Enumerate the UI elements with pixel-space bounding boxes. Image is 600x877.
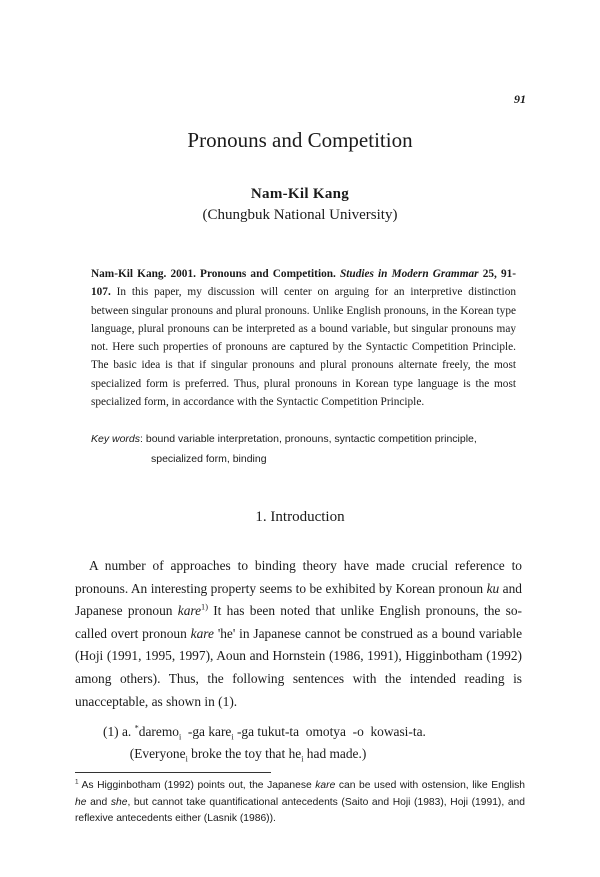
footnote-number: 1 [75, 778, 79, 786]
footnote-marker[interactable]: 1) [201, 602, 208, 612]
term-kare: kare [315, 780, 336, 791]
footnote-text: and [86, 796, 111, 808]
index-subscript: i [185, 754, 188, 764]
term-he: he [75, 796, 87, 808]
example-word: daremo [138, 724, 179, 739]
example-gloss: (Everyone [129, 746, 186, 761]
paper-title: Pronouns and Competition [187, 128, 413, 152]
ungrammatical-star: * [134, 723, 139, 733]
abstract-text: In this paper, my discussion will center on arguing for an interpretive distinction between singular pronouns and plural pronouns. Unlike English pronouns, in the Korean type language, plural pronouns can be interpreted as a bound variable, but singular pronouns may not. Here such properties of pronouns are captured by the Syntactic Competition Principle. The basic idea is that if singular pronouns and plural pronouns alternate freely, the most specialized form is preferred. Thus, plural pronouns in Korean type language is the most specialized form, in accordance with the Syntactic Competition Principle. [91, 286, 516, 409]
example-word: -ga tukut-ta omotya -o kowasi-ta. [236, 724, 426, 739]
index-subscript: i [231, 732, 234, 742]
example-1a [103, 721, 426, 765]
term-kare: kare [190, 625, 214, 641]
index-subscript: i [301, 754, 304, 764]
body-text-3: It has been noted that unlike English pronouns, the so-called overt pronoun [75, 603, 522, 641]
example-gloss: had made.) [303, 746, 367, 761]
journal-name: Studies in Modern Grammar [339, 268, 479, 280]
footnote-text: , but cannot take quantificational antecedents (Saito and Hoji (1983), Hoji (1991), and reflexive antecedents either (Lasnik (1986)). [75, 796, 526, 825]
journal-volume: 25, 91-107. [91, 268, 517, 299]
index-subscript: i [178, 732, 182, 742]
body-paragraph [75, 555, 522, 713]
body-text-2: and Japanese pronoun [75, 580, 522, 619]
keywords-label: Key words [91, 433, 141, 445]
example-number: (1) a. [103, 724, 132, 739]
example-gloss: broke the toy that he [187, 746, 302, 761]
keywords [91, 429, 521, 469]
abstract-citation: Nam-Kil Kang. 2001. Pronouns and Competition. [91, 268, 336, 280]
abstract [91, 265, 516, 411]
page-number: 91 [514, 92, 526, 106]
footnote-text: As Higginbotham (1992) points out, the Japanese [78, 780, 316, 791]
footnote-text: can be used with ostension, like English [335, 780, 525, 791]
term-she: she [110, 796, 128, 808]
author-name: Nam-Kil Kang [250, 186, 350, 202]
example-word: -ga kare [187, 724, 232, 739]
section-heading: 1. Introduction [255, 509, 345, 525]
footnote [75, 778, 525, 828]
author-affiliation: (Chungbuk National University) [202, 207, 398, 223]
body-text-4: 'he' in Japanese cannot be construed as a bound variable (Hoji (1991, 1995, 1997), Aoun and Hornstein (1986, 1991), Higginbotham (1992) among others). Thus, the following sentences with the intended reading is unacceptable, as shown in (1). [75, 625, 523, 709]
keywords-line2: specialized form, binding [151, 453, 267, 465]
term-kare: kare [177, 603, 202, 619]
keywords-line1: : bound variable interpretation, pronouns, syntactic competition principle, [140, 433, 477, 445]
footnote-divider [75, 772, 271, 773]
body-text-1: A number of approaches to binding theory have made crucial reference to pronouns. An interesting property seems to be exhibited by Korean pronoun [75, 558, 522, 596]
term-ku: ku [486, 580, 500, 596]
